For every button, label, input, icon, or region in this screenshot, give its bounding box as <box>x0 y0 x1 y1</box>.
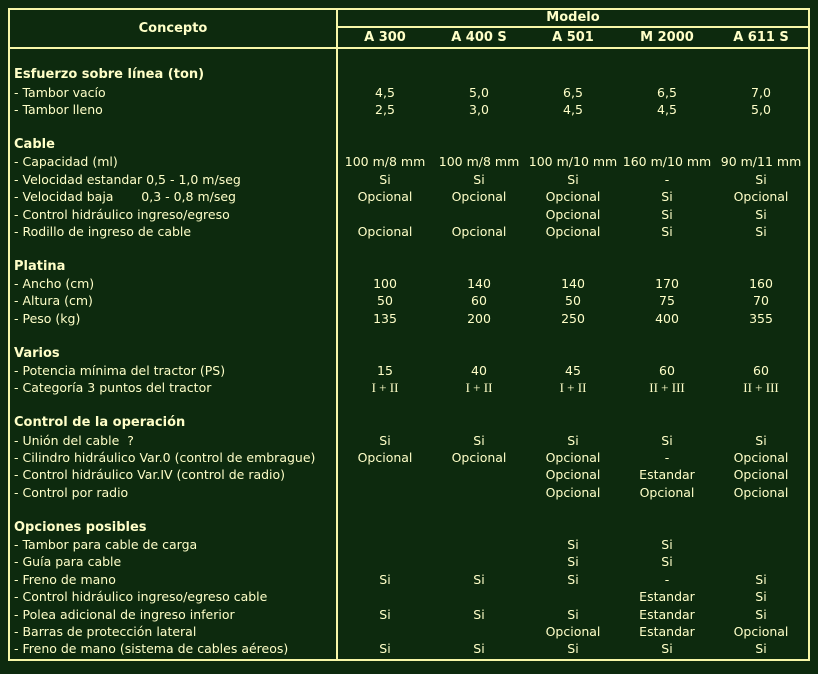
section-title: Control de la operación <box>10 414 338 431</box>
section-title: Opciones posibles <box>10 519 338 536</box>
spec-value: Opcional <box>639 484 695 500</box>
model-names-row <box>338 28 808 47</box>
spec-value: 45 <box>565 363 581 379</box>
spec-value: Si <box>661 536 673 552</box>
spec-label <box>10 658 338 659</box>
spec-row <box>10 292 808 309</box>
spec-value <box>432 536 526 553</box>
spec-value: 355 <box>749 310 773 326</box>
spec-row <box>10 84 808 101</box>
spec-value <box>714 553 808 570</box>
spec-value: 100 m/8 mm <box>438 154 520 170</box>
spec-value <box>432 206 526 223</box>
section-title-row <box>10 345 808 362</box>
spec-value: Si <box>661 223 673 239</box>
spec-value: Estandar <box>639 589 695 605</box>
spec-value: Opcional <box>733 189 789 205</box>
spec-value: 4,5 <box>657 102 677 118</box>
spec-value: 135 <box>373 310 397 326</box>
spec-value: 170 <box>655 276 679 292</box>
spec-value: Si <box>755 589 767 605</box>
spec-value: 160 <box>749 276 773 292</box>
spec-row <box>10 223 808 240</box>
model-column-header: A 300 <box>364 30 406 45</box>
spec-value: Opcional <box>357 449 413 465</box>
spec-value: I + II <box>559 380 587 396</box>
spec-value: Si <box>755 641 767 657</box>
spec-label: - Altura (cm) <box>10 292 338 309</box>
section-title-row <box>10 136 808 153</box>
spec-label: - Velocidad baja 0,3 - 0,8 m/seg <box>10 188 338 205</box>
spec-label: - Polea adicional de ingreso inferior <box>10 606 338 623</box>
spec-value: II + III <box>743 380 779 396</box>
table-header <box>10 10 808 49</box>
table-body <box>10 49 808 659</box>
spec-value: 5,0 <box>751 102 771 118</box>
spec-value: Si <box>567 536 579 552</box>
spec-value: Si <box>755 432 767 448</box>
spec-value: Opcional <box>451 189 507 205</box>
spec-value: Estandar <box>639 467 695 483</box>
spec-label: - Tambor para cable de carga <box>10 536 338 553</box>
spec-value: Si <box>473 571 485 587</box>
spec-row <box>10 206 808 223</box>
spec-value: Opcional <box>733 623 789 639</box>
models-header-area <box>338 10 808 47</box>
spec-value: Si <box>379 171 391 187</box>
spec-row <box>10 379 808 396</box>
spec-value: Opcional <box>733 467 789 483</box>
spec-value: Si <box>567 606 579 622</box>
spec-value: - <box>664 171 670 187</box>
spec-row <box>10 623 808 640</box>
spec-value <box>338 484 432 501</box>
spec-label: - Tambor vacío <box>10 84 338 101</box>
spec-value: Opcional <box>733 484 789 500</box>
spec-value <box>526 588 620 605</box>
section-title: Varios <box>10 345 338 362</box>
spec-value: 100 <box>373 276 397 292</box>
spec-value: 250 <box>561 310 585 326</box>
spec-value: 400 <box>655 310 679 326</box>
spec-value <box>338 553 432 570</box>
spec-value: Opcional <box>545 623 601 639</box>
spec-label: - Tambor lleno <box>10 101 338 118</box>
spec-value: Si <box>473 641 485 657</box>
section-title-row <box>10 414 808 431</box>
spec-value: Si <box>567 554 579 570</box>
spec-value: Si <box>567 571 579 587</box>
spec-label <box>10 119 338 136</box>
spec-value: 50 <box>377 293 393 309</box>
spec-label: - Guía para cable <box>10 553 338 570</box>
spacer-row <box>10 327 808 344</box>
spec-row <box>10 640 808 657</box>
spec-value: Si <box>661 554 673 570</box>
spec-value: Opcional <box>545 206 601 222</box>
spacer-row <box>10 49 808 66</box>
spec-row <box>10 606 808 623</box>
spec-label: - Control hidráulico ingreso/egreso cable <box>10 588 338 605</box>
spec-value: 100 m/10 mm <box>528 154 618 170</box>
spec-value: Si <box>379 432 391 448</box>
spec-label: - Freno de mano (sistema de cables aéreos) <box>10 640 338 657</box>
spec-value: Opcional <box>545 189 601 205</box>
spec-value: Si <box>661 206 673 222</box>
spec-value: Si <box>473 606 485 622</box>
spec-value: 4,5 <box>375 84 395 100</box>
spec-value: 6,5 <box>657 84 677 100</box>
section-title: Esfuerzo sobre línea (ton) <box>10 66 338 83</box>
spec-value: Opcional <box>357 223 413 239</box>
spec-value: Opcional <box>357 189 413 205</box>
spec-value: Estandar <box>639 623 695 639</box>
section-title-row <box>10 66 808 83</box>
spec-row <box>10 484 808 501</box>
spec-value: Opcional <box>451 223 507 239</box>
spec-value: 60 <box>471 293 487 309</box>
spec-value: 40 <box>471 363 487 379</box>
spec-value: Opcional <box>451 449 507 465</box>
section-title-row <box>10 258 808 275</box>
spec-label <box>10 397 338 414</box>
spec-row <box>10 310 808 327</box>
section-title: Platina <box>10 258 338 275</box>
spec-value <box>714 536 808 553</box>
model-column-header: A 611 S <box>733 30 789 45</box>
model-column-header: M 2000 <box>640 30 694 45</box>
spec-label <box>10 49 338 66</box>
spec-value: I + II <box>465 380 493 396</box>
spec-label: - Categoría 3 puntos del tractor <box>10 379 338 396</box>
spec-row <box>10 101 808 118</box>
spec-value: Si <box>567 641 579 657</box>
section-title-row <box>10 519 808 536</box>
spec-value: 100 m/8 mm <box>344 154 426 170</box>
spec-value: 2,5 <box>375 102 395 118</box>
spec-label: - Control por radio <box>10 484 338 501</box>
spec-value: Si <box>379 606 391 622</box>
model-group-header: Modelo <box>338 10 808 28</box>
spec-value: Si <box>755 206 767 222</box>
spec-value: 3,0 <box>469 102 489 118</box>
spec-row <box>10 171 808 188</box>
spec-label <box>10 327 338 344</box>
spec-value: Si <box>567 432 579 448</box>
spec-value: - <box>664 449 670 465</box>
spec-value: II + III <box>649 380 685 396</box>
spec-label: - Barras de protección lateral <box>10 623 338 640</box>
spec-value: 50 <box>565 293 581 309</box>
spec-row <box>10 188 808 205</box>
spec-label: - Control hidráulico ingreso/egreso <box>10 206 338 223</box>
model-column-header: A 501 <box>552 30 594 45</box>
spec-value: 75 <box>659 293 675 309</box>
spec-value: Opcional <box>733 449 789 465</box>
spec-row <box>10 362 808 379</box>
filler-row <box>10 658 808 659</box>
spec-value: Opcional <box>545 223 601 239</box>
spec-label <box>10 240 338 257</box>
spec-value: 15 <box>377 363 393 379</box>
section-title: Cable <box>10 136 338 153</box>
spec-value: 60 <box>753 363 769 379</box>
spec-value: Opcional <box>545 484 601 500</box>
spec-label: - Velocidad estandar 0,5 - 1,0 m/seg <box>10 171 338 188</box>
spec-value: Opcional <box>545 467 601 483</box>
spec-value <box>338 536 432 553</box>
spec-value: Si <box>755 571 767 587</box>
spec-value: Si <box>661 189 673 205</box>
spec-label: - Freno de mano <box>10 571 338 588</box>
spec-value <box>432 466 526 483</box>
spacer-row <box>10 119 808 136</box>
spec-label: - Capacidad (ml) <box>10 153 338 170</box>
spec-row <box>10 449 808 466</box>
spec-row <box>10 536 808 553</box>
spacer-row <box>10 501 808 518</box>
spec-value <box>338 588 432 605</box>
spec-label: - Control hidráulico Var.IV (control de radio) <box>10 466 338 483</box>
spec-label: - Peso (kg) <box>10 310 338 327</box>
spec-value: Si <box>567 171 579 187</box>
spec-value: Si <box>379 571 391 587</box>
spec-label: - Rodillo de ingreso de cable <box>10 223 338 240</box>
spec-row <box>10 553 808 570</box>
spec-value <box>338 206 432 223</box>
spacer-row <box>10 240 808 257</box>
spec-value: Si <box>755 171 767 187</box>
spec-row <box>10 153 808 170</box>
model-column-header: A 400 S <box>451 30 507 45</box>
spec-value: I + II <box>371 380 399 396</box>
spec-value: - <box>664 571 670 587</box>
spec-value: 7,0 <box>751 84 771 100</box>
spec-row <box>10 466 808 483</box>
spec-value <box>338 623 432 640</box>
spec-value: 70 <box>753 293 769 309</box>
spec-value: Opcional <box>545 449 601 465</box>
spec-value: Si <box>379 641 391 657</box>
spec-value: 160 m/10 mm <box>622 154 712 170</box>
spec-label: - Potencia mínima del tractor (PS) <box>10 362 338 379</box>
concept-header-cell: Concepto <box>10 10 338 47</box>
spec-row <box>10 275 808 292</box>
spec-value <box>432 588 526 605</box>
spec-value: 140 <box>561 276 585 292</box>
spec-value: 4,5 <box>563 102 583 118</box>
spec-value: 6,5 <box>563 84 583 100</box>
spec-value: Estandar <box>639 606 695 622</box>
spec-value: Si <box>473 432 485 448</box>
spec-value: 140 <box>467 276 491 292</box>
spec-label <box>10 501 338 518</box>
spec-label: - Ancho (cm) <box>10 275 338 292</box>
spec-value <box>338 466 432 483</box>
spec-row <box>10 588 808 605</box>
spec-value: Si <box>473 171 485 187</box>
spec-table <box>8 8 810 661</box>
spec-value <box>432 484 526 501</box>
spec-value <box>432 623 526 640</box>
spec-value: Si <box>661 432 673 448</box>
spec-row <box>10 432 808 449</box>
spec-value: Si <box>755 223 767 239</box>
spec-label: - Unión del cable ? <box>10 432 338 449</box>
spec-value: 200 <box>467 310 491 326</box>
spec-value: Si <box>755 606 767 622</box>
spec-row <box>10 571 808 588</box>
spec-label: - Cilindro hidráulico Var.0 (control de embrague) <box>10 449 338 466</box>
spec-value: 90 m/11 mm <box>720 154 802 170</box>
spec-value: Si <box>661 641 673 657</box>
spec-value <box>432 553 526 570</box>
spacer-row <box>10 397 808 414</box>
spec-value: 60 <box>659 363 675 379</box>
spec-value: 5,0 <box>469 84 489 100</box>
